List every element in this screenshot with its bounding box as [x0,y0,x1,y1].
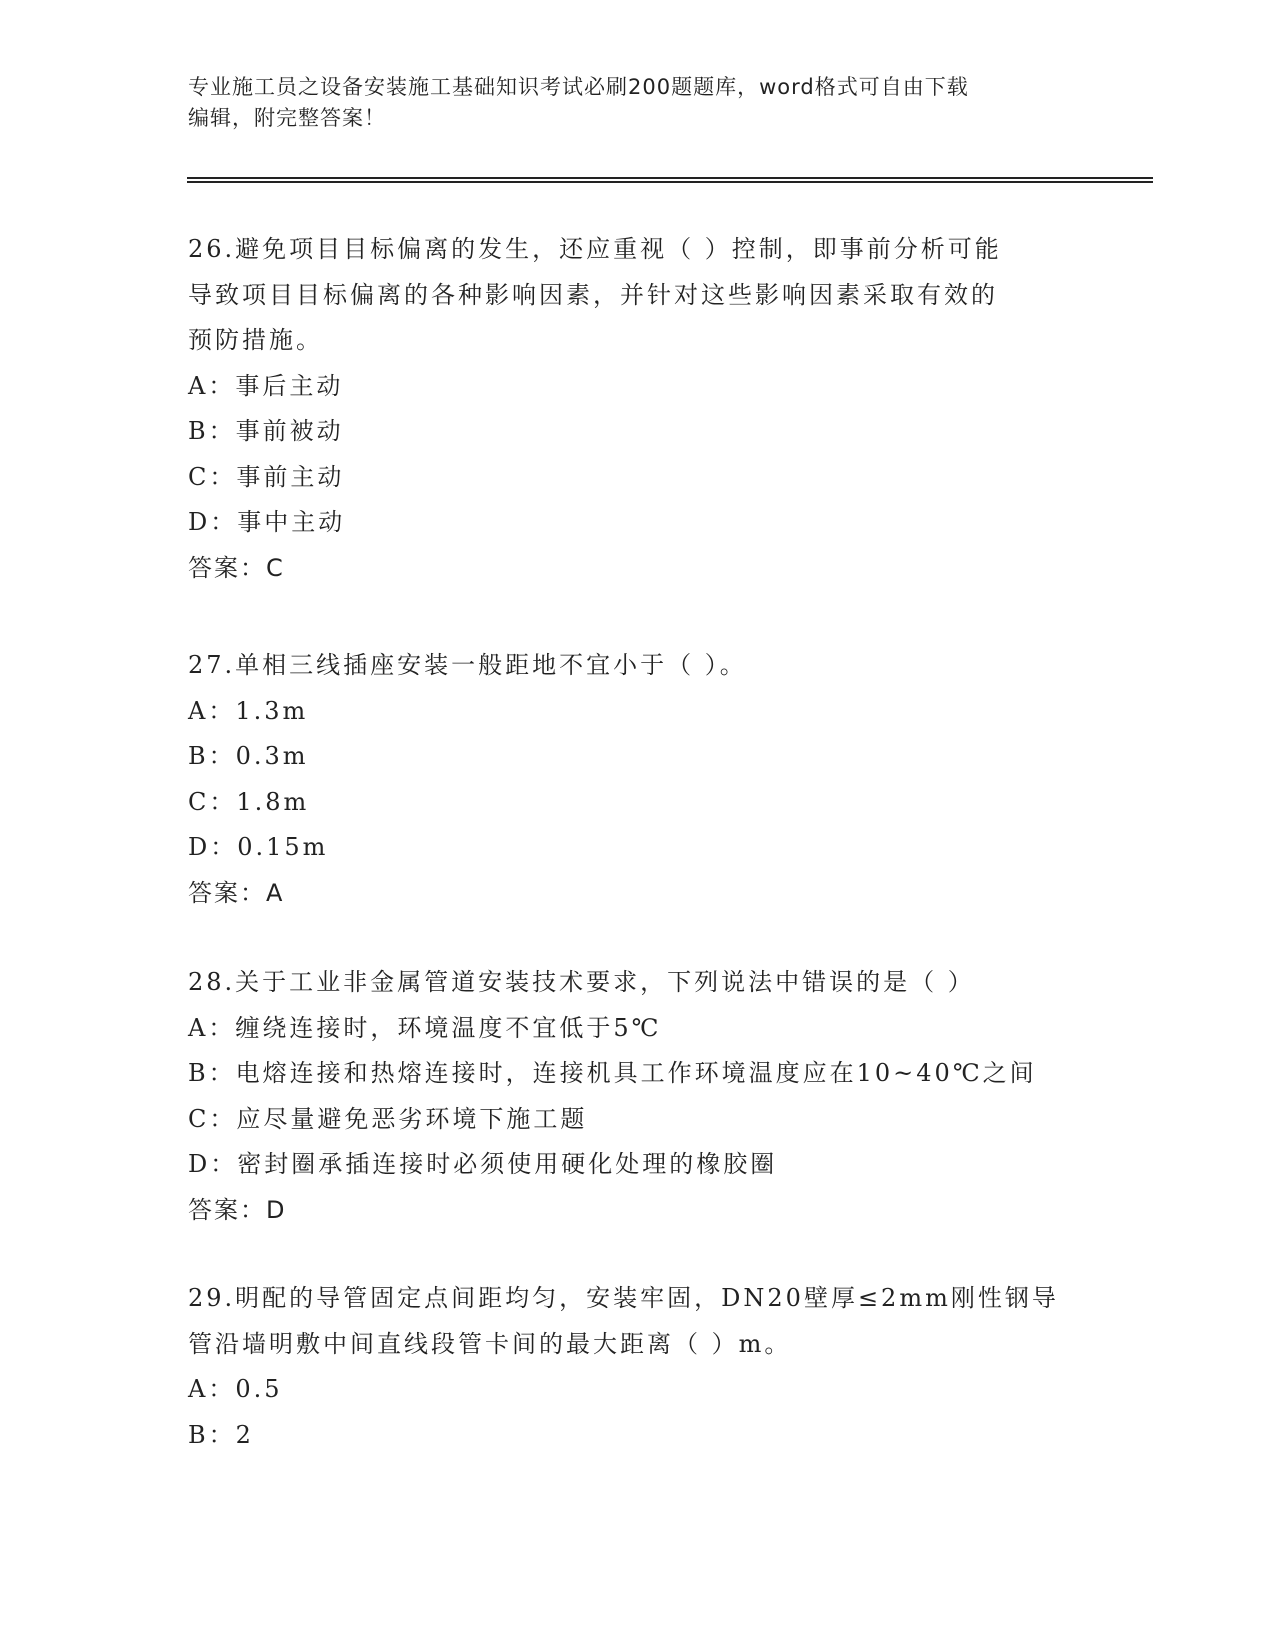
question-27 [188,643,1088,916]
option-a: A：0.5 [188,1375,283,1403]
header-line-1: 专业施工员之设备安装施工基础知识考试必刷200题题库，word格式可自由下载 [188,75,969,99]
option-d: D：事中主动 [188,508,346,536]
question-29 [188,1276,1088,1458]
option-b: B：事前被动 [188,417,344,445]
question-26 [188,227,1088,591]
question-stem-line: 26.避免项目目标偏离的发生，还应重视（ ）控制，即事前分析可能 [188,235,1002,263]
option-a: A：事后主动 [188,371,344,400]
question-stem-line: 预防措施。 [188,326,323,354]
question-stem-line: 29.明配的导管固定点间距均匀，安装牢固，DN20壁厚≤2mm刚性钢导 [188,1284,1059,1312]
answer-line: 答案：D [188,1195,287,1224]
option-b: B：0.3m [188,742,309,770]
header-double-rule [187,177,1153,183]
question-28 [188,960,1088,1233]
document-header [188,72,1088,134]
option-a: A：1.3m [188,696,309,725]
option-d: D：密封圈承插连接时必须使用硬化处理的橡胶圈 [188,1150,778,1178]
option-c: C：事前主动 [188,462,345,491]
option-a: A：缠绕连接时，环境温度不宜低于5℃ [188,1013,662,1042]
option-b: B：电熔连接和热熔连接时，连接机具工作环境温度应在10~40℃之间 [188,1059,1037,1087]
question-stem-line: 27.单相三线插座安装一般距地不宜小于（ ）。 [188,651,747,679]
question-stem-line: 管沿墙明敷中间直线段管卡间的最大距离（ ）m。 [188,1329,792,1358]
answer-line: 答案：C [188,553,285,582]
option-c: C：1.8m [188,787,310,816]
header-line-2: 编辑，附完整答案！ [188,106,386,130]
option-d: D：0.15m [188,833,329,861]
question-stem-line: 28.关于工业非金属管道安装技术要求，下列说法中错误的是（ ） [188,968,975,996]
option-c: C：应尽量避免恶劣环境下施工题 [188,1104,588,1133]
answer-line: 答案：A [188,878,285,907]
option-b: B：2 [188,1420,254,1449]
question-stem-line: 导致项目目标偏离的各种影响因素，并针对这些影响因素采取有效的 [188,280,998,309]
